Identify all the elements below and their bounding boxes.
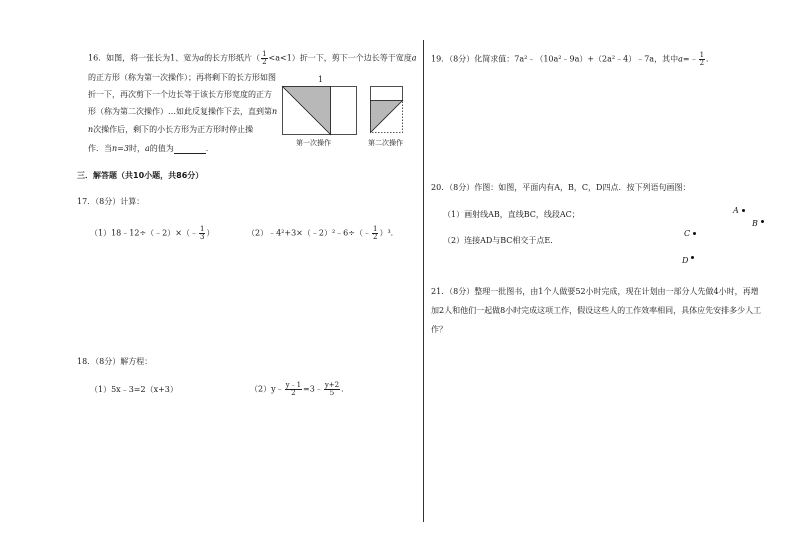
var-n: n <box>272 107 278 116</box>
fig1-diagram <box>282 86 362 136</box>
condition: n=3 <box>112 144 129 153</box>
q16-line6 <box>88 143 214 154</box>
q16-text: <a<1）折一下，剪下一个边长等于宽度 <box>268 53 412 63</box>
point-label-c: C <box>684 229 691 238</box>
q16-text: 的值为 <box>149 144 174 153</box>
fraction-one-third <box>199 226 205 241</box>
q16-text: ． <box>205 144 214 153</box>
fraction-y-plus-2-over-5 <box>324 382 340 397</box>
point-b <box>761 220 764 223</box>
q21-line3: 作？ <box>431 325 447 334</box>
point-a <box>742 209 745 212</box>
q20-part1: （1）画射线AB，直线BC，线段AC； <box>443 210 580 219</box>
q17-title: 17．（8分）计算： <box>77 197 145 206</box>
q18-text: ． <box>341 384 350 394</box>
q19-text: ． <box>706 54 715 64</box>
frac-denominator: 2 <box>291 389 296 397</box>
q19-line <box>431 52 714 67</box>
fig-width-label: 1 <box>318 75 324 84</box>
q17-text: ）³． <box>379 228 399 238</box>
frac-numerator: 1 <box>372 225 378 233</box>
condition: a=﹣ <box>678 54 698 64</box>
q20-title: 20．（8分）作图：如图，平面内有A，B，C，D四点．按下列语句画图： <box>431 183 691 192</box>
answer-blank[interactable] <box>174 145 206 154</box>
column-divider <box>423 40 424 522</box>
point-c <box>693 232 696 235</box>
q17-text: （1）18﹣12÷（﹣2）×（﹣ <box>90 228 198 238</box>
section-heading: 三．解答题（共10小题，共86分） <box>77 171 204 180</box>
q16-text: 次操作后，剩下的小长方形为正方形时停止操 <box>93 125 254 134</box>
point-label-d: D <box>682 256 689 265</box>
q16-line2: 的正方形（称为第一次操作）；再将剩下的长方形如图 <box>88 73 276 82</box>
q18-title: 18．（8分）解方程： <box>77 357 153 366</box>
point-d <box>691 256 694 259</box>
frac-denominator: 2 <box>699 59 705 67</box>
q16-line1 <box>88 51 417 66</box>
q18-part2 <box>250 382 349 397</box>
q17-part2 <box>247 226 399 241</box>
q16-text: 16．如图，将一张长为1、宽为 <box>88 53 200 63</box>
frac-denominator: 3 <box>199 233 205 241</box>
q17-text: ） <box>206 228 215 238</box>
fraction-one-half <box>699 52 705 67</box>
var-a: a <box>199 53 205 63</box>
frac-numerator: y﹣1 <box>285 381 302 389</box>
var-n: n <box>88 125 94 134</box>
point-label-a: A <box>733 206 739 215</box>
q16-text: 形（称为第二次操作）…如此反复操作下去，直到第 <box>88 107 272 116</box>
q16-text: 时， <box>128 144 145 153</box>
var-a: a <box>411 53 417 63</box>
q16-line4 <box>88 106 277 117</box>
fig2-caption: 第二次操作 <box>368 139 403 147</box>
frac-denominator: 2 <box>372 233 378 241</box>
q16-text: 作．当 <box>88 144 112 153</box>
q21-line2: 加2人和他们一起做8小时完成这项工作，假设这些人的工作效率相同，具体应先安排多少人工 <box>431 306 762 315</box>
frac-denominator: 5 <box>329 389 335 397</box>
frac-denominator: 2 <box>262 58 267 66</box>
q17-text: （2）﹣4²+3×（﹣2）²﹣6÷（﹣ <box>247 228 371 238</box>
fraction-one-half <box>261 51 267 66</box>
q18-text: =3﹣ <box>303 384 323 394</box>
fraction-one-half <box>372 226 378 241</box>
q18-part1: （1）5x﹣3=2（x+3） <box>90 385 178 394</box>
frac-numerator: y+2 <box>324 381 340 389</box>
q18-text: （2）y﹣ <box>250 384 284 394</box>
fig1-caption: 第一次操作 <box>296 139 331 147</box>
point-label-b: B <box>752 219 758 228</box>
q20-part2: （2）连接AD与BC相交于点E． <box>443 236 559 245</box>
q21-line1: 21．（8分）整理一批图书，由1个人做要52小时完成，现在计划由一部分人先做4小时，再增 <box>431 287 759 296</box>
q17-part1 <box>90 226 214 241</box>
var-a: a <box>144 144 150 153</box>
frac-numerator: 1 <box>699 51 705 59</box>
fraction-y-minus-1-over-2 <box>285 382 302 397</box>
frac-numerator: 1 <box>199 225 205 233</box>
fig2-diagram <box>370 86 410 136</box>
q19-text: 19．（8分）化简求值：7a²﹣（10a²﹣9a）+（2a²﹣4）﹣7a，其中 <box>431 54 679 64</box>
q16-text: 的长方形纸片（ <box>204 53 261 63</box>
q16-line3: 折一下，再次剪下一个边长等于该长方形宽度的正方 <box>88 90 272 99</box>
frac-numerator: 1 <box>262 50 267 58</box>
q16-line5 <box>88 124 253 135</box>
